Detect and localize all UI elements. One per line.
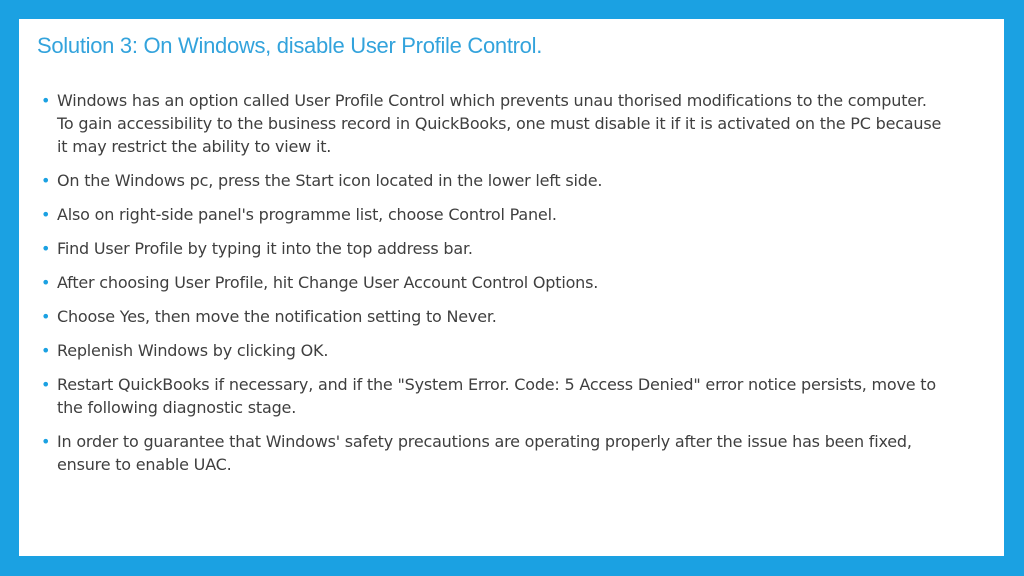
- bullet-dot-icon: •: [41, 341, 51, 360]
- bullet-dot-icon: •: [41, 273, 51, 292]
- bullet-text: After choosing User Profile, hit Change User Account Control Options.: [57, 273, 599, 292]
- bullet-list: [39, 89, 944, 487]
- bullet-item: [39, 237, 944, 260]
- bullet-item: [39, 203, 944, 226]
- slide-content-area: [19, 19, 1004, 556]
- bullet-text: Replenish Windows by clicking OK.: [57, 341, 329, 360]
- bullet-dot-icon: •: [41, 239, 51, 258]
- bullet-dot-icon: •: [41, 171, 51, 190]
- bullet-dot-icon: •: [41, 205, 51, 224]
- bullet-item: [39, 271, 944, 294]
- bullet-text: Restart QuickBooks if necessary, and if the "System Error. Code: 5 Access Denied" error notice persists, move to the following diagnostic stage.: [57, 375, 936, 417]
- bullet-dot-icon: •: [41, 432, 51, 451]
- bullet-text: On the Windows pc, press the Start icon located in the lower left side.: [57, 171, 603, 190]
- bullet-item: [39, 373, 944, 419]
- bullet-item: [39, 430, 944, 476]
- bullet-item: [39, 305, 944, 328]
- bullet-text: Choose Yes, then move the notification setting to Never.: [57, 307, 497, 326]
- bullet-text: Windows has an option called User Profile Control which prevents unau thorised modifications to the computer. To gain accessibility to the business record in QuickBooks, one must disable it if it is activated on the PC because it may restrict the ability to view it.: [57, 91, 942, 156]
- bullet-dot-icon: •: [41, 91, 51, 110]
- slide-title: Solution 3: On Windows, disable User Profile Control.: [37, 33, 543, 58]
- bullet-item: [39, 89, 944, 158]
- bullet-item: [39, 169, 944, 192]
- bullet-text: In order to guarantee that Windows' safety precautions are operating properly after the issue has been fixed, ensure to enable UAC.: [57, 432, 912, 474]
- bullet-dot-icon: •: [41, 375, 51, 394]
- bullet-item: [39, 339, 944, 362]
- bullet-text: Also on right-side panel's programme list, choose Control Panel.: [57, 205, 557, 224]
- bullet-dot-icon: •: [41, 307, 51, 326]
- bullet-text: Find User Profile by typing it into the top address bar.: [57, 239, 473, 258]
